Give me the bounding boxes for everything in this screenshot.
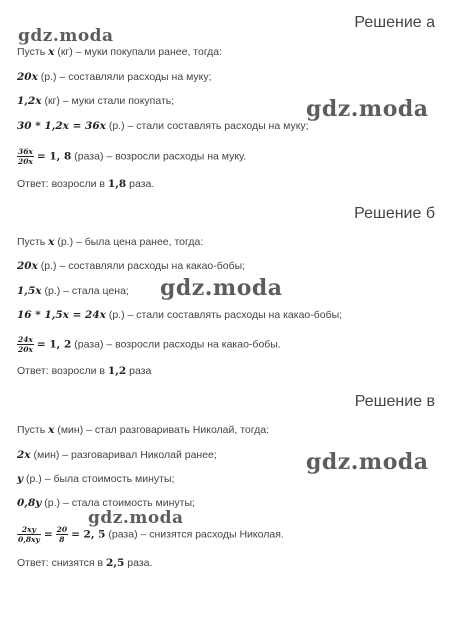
section-b-line-2: 20x (р.) – составляли расходы на какао-бобы;	[17, 260, 246, 272]
section-c-line-3: y (р.) – была стоимость минуты;	[17, 473, 175, 485]
section-c-line-1: Пусть x (мин) – стал разговаривать Николай, тогда:	[17, 424, 269, 436]
watermark-logo: gdz.moda	[306, 96, 429, 122]
section-b-line-4: 16 * 1,5x = 24x (р.) – стали составлять расходы на какао-бобы;	[17, 309, 343, 321]
section-b-line-5: $\frac{24x}{20x}$ = 1, 2 (раза) – возросли расходы на какао-бобы.	[18, 335, 281, 354]
section-c-answer: Ответ: снизятся в 2,5 раза.	[17, 557, 153, 569]
section-c-line-4: 0,8y (р.) – стала стоимость минуты;	[17, 497, 195, 509]
section-c-line-5: $\frac{2xy}{0,8xy}$ = $\frac{20}{8}$ = 2, 5 (раза) – снизятся расходы Николая.	[18, 525, 284, 544]
watermark-logo: gdz.moda	[160, 275, 283, 301]
section-a-line-5: $\frac{36x}{20x}$ = 1, 8 (раза) – возросли расходы на муку.	[18, 147, 247, 166]
fraction: $\frac{2xy}{0,8xy}$	[18, 525, 40, 544]
section-a-line-4: 30 * 1,2x = 36x (р.) – стали составлять расходы на муку;	[17, 120, 309, 132]
section-c-heading: Решение в	[354, 393, 435, 410]
fraction: $\frac{20}{8}$	[56, 525, 68, 544]
fraction: $\frac{24x}{20x}$	[18, 335, 33, 354]
section-a-heading: Решение а	[354, 14, 435, 31]
section-b-line-1: Пусть x (р.) – была цена ранее, тогда:	[17, 236, 204, 248]
section-b-line-3: 1,5x (р.) – стала цена;	[17, 285, 129, 297]
watermark-logo: gdz.moda	[306, 449, 429, 475]
section-b-answer: Ответ: возросли в 1,2 раза	[17, 365, 152, 377]
section-b-heading: Решение б	[354, 205, 435, 222]
section-a-line-1: Пусть x (кг) – муки покупали ранее, тогда:	[17, 46, 223, 58]
section-a-line-3: 1,2x (кг) – муки стали покупать;	[17, 95, 175, 107]
fraction: $\frac{36x}{20x}$	[18, 147, 33, 166]
section-c-line-2: 2x (мин) – разговаривал Николай ранее;	[17, 449, 217, 461]
watermark-logo: gdz.moda	[88, 508, 184, 528]
watermark-logo: gdz.moda	[18, 26, 114, 46]
section-a-answer: Ответ: возросли в 1,8 раза.	[17, 178, 155, 190]
section-a-line-2: 20x (р.) – составляли расходы на муку;	[17, 71, 212, 83]
